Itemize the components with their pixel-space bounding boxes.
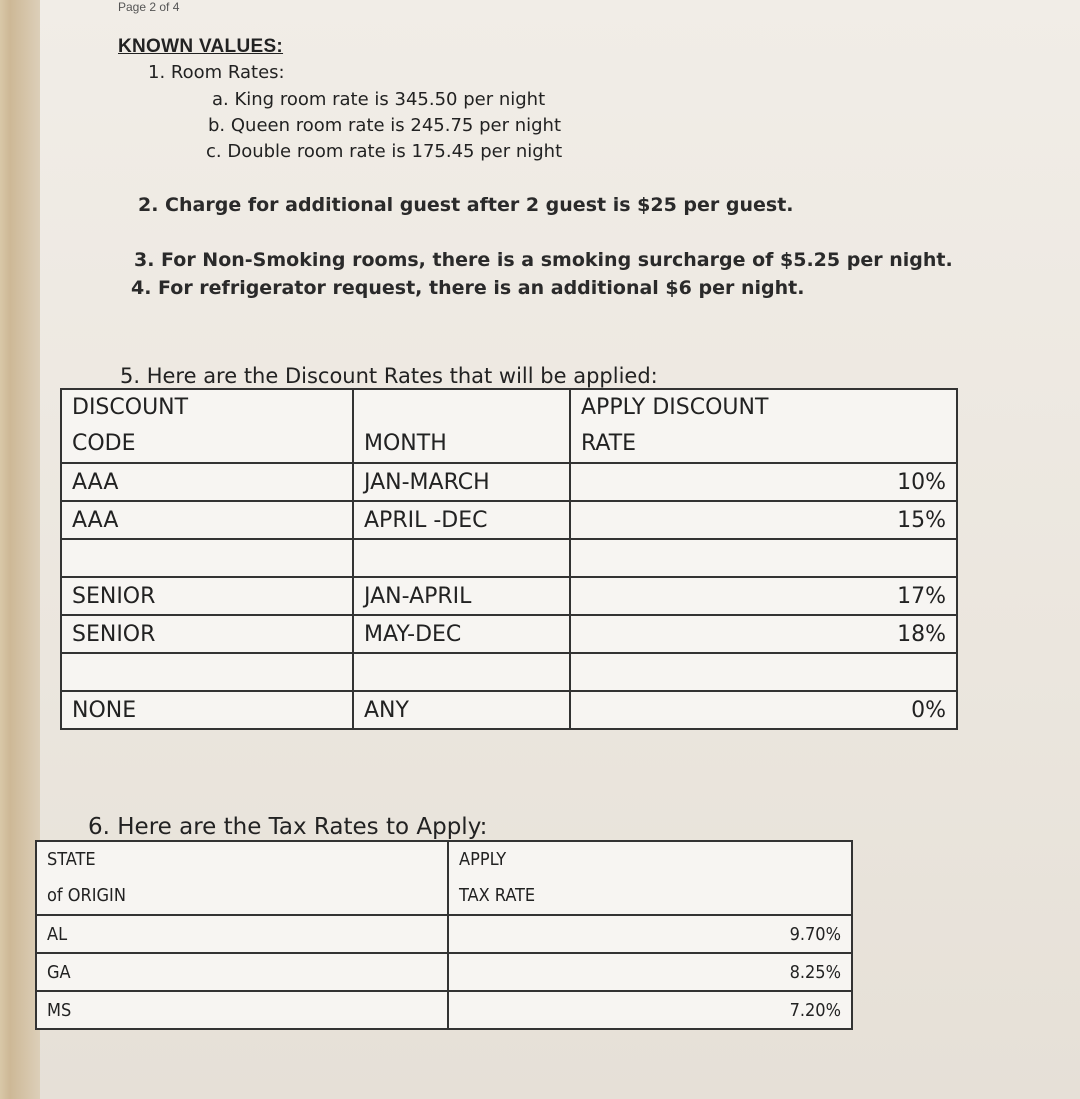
state-cell: GA [36, 953, 448, 991]
month-cell: ANY [353, 691, 570, 729]
additional-guest-charge: 2. Charge for additional guest after 2 guest is $25 per guest. [138, 194, 794, 216]
refrigerator-charge: 4. For refrigerator request, there is an additional $6 per night. [131, 277, 805, 299]
discount-code-cell: SENIOR [61, 615, 353, 653]
room-rate-queen: b. Queen room rate is 245.75 per night [208, 115, 562, 136]
discount-rate-cell: 10% [570, 463, 957, 501]
discount-rate-header: APPLY DISCOUNT RATE [570, 389, 957, 463]
table-row [61, 615, 957, 653]
tax-table [35, 840, 853, 1030]
tax-rate-cell: 7.20% [448, 991, 852, 1029]
room-rate-king: a. King room rate is 345.50 per night [212, 89, 546, 110]
discount-rate-cell: 17% [570, 577, 957, 615]
month-cell [353, 653, 570, 691]
room-rate-double: c. Double room rate is 175.45 per night [206, 141, 563, 162]
discount-code-cell: SENIOR [61, 577, 353, 615]
tax-heading: 6. Here are the Tax Rates to Apply: [88, 814, 488, 840]
month-cell: APRIL -DEC [353, 501, 570, 539]
discount-header-row [61, 389, 957, 463]
table-row [61, 539, 957, 577]
month-header: MONTH [353, 389, 570, 463]
known-values-heading: KNOWN VALUES: [118, 36, 284, 57]
discount-code-cell [61, 653, 353, 691]
state-header: STATE of ORIGIN [36, 841, 448, 915]
page-number: Page 2 of 4 [118, 0, 180, 14]
month-cell: MAY-DEC [353, 615, 570, 653]
table-row [61, 501, 957, 539]
discount-code-cell: AAA [61, 463, 353, 501]
tax-header-row [36, 841, 852, 915]
discount-rate-cell: 18% [570, 615, 957, 653]
state-cell: MS [36, 991, 448, 1029]
discount-code-cell [61, 539, 353, 577]
table-row [61, 577, 957, 615]
table-row [36, 915, 852, 953]
state-cell: AL [36, 915, 448, 953]
discount-code-cell: NONE [61, 691, 353, 729]
discount-table [60, 388, 958, 730]
tax-rate-cell: 9.70% [448, 915, 852, 953]
table-row [36, 953, 852, 991]
table-row [61, 691, 957, 729]
table-row [61, 653, 957, 691]
table-row [36, 991, 852, 1029]
discount-rate-cell [570, 653, 957, 691]
table-row [61, 463, 957, 501]
discount-code-cell: AAA [61, 501, 353, 539]
tax-rate-header: APPLY TAX RATE [448, 841, 852, 915]
month-cell: JAN-APRIL [353, 577, 570, 615]
tax-rate-cell: 8.25% [448, 953, 852, 991]
discount-heading: 5. Here are the Discount Rates that will be applied: [120, 364, 658, 388]
discount-rate-cell [570, 539, 957, 577]
room-rates-label: 1. Room Rates: [148, 62, 285, 83]
month-cell [353, 539, 570, 577]
discount-code-header: DISCOUNT CODE [61, 389, 353, 463]
month-cell: JAN-MARCH [353, 463, 570, 501]
discount-rate-cell: 0% [570, 691, 957, 729]
discount-rate-cell: 15% [570, 501, 957, 539]
smoking-surcharge: 3. For Non-Smoking rooms, there is a smoking surcharge of $5.25 per night. [134, 249, 953, 271]
